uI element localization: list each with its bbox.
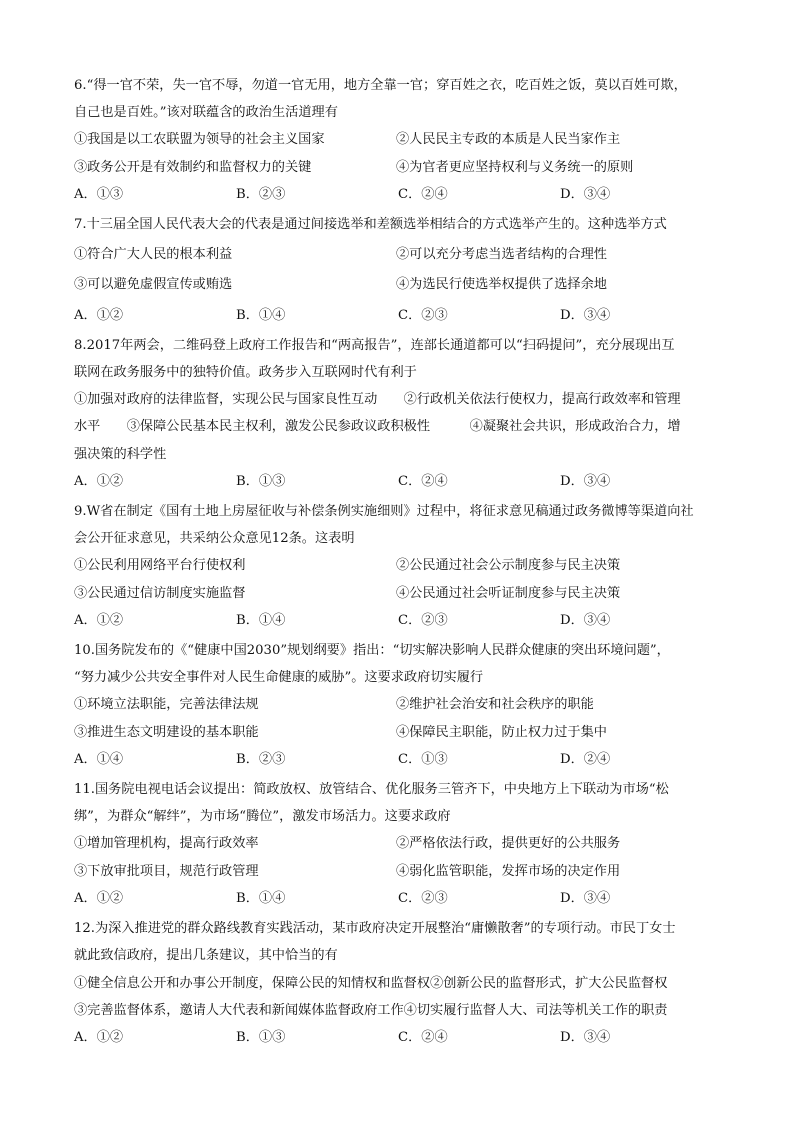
answer-choices	[74, 885, 734, 912]
question-8	[74, 332, 734, 495]
answer-a: A．①②	[74, 890, 124, 906]
option-2: ②维护社会治安和社会秩序的职能	[396, 697, 594, 713]
question-10	[74, 637, 734, 773]
question-stem-line: 12.为深入推进党的群众路线教育实践活动，某市政府决定开展整治“庸懒散奢”的专项行动。市民丁女士	[74, 921, 676, 937]
answer-d: D．③④	[560, 1029, 611, 1045]
answer-a: A．①②	[74, 307, 124, 323]
question-stem-line: 绑”，为群众“解绊”，为市场“腾位”，激发市场活力。这要求政府	[74, 809, 451, 825]
option-row	[74, 858, 734, 885]
question-stem-line: 自己也是百姓。”该对联蕴含的政治生活道理有	[74, 105, 338, 121]
answer-c: C．②④	[398, 186, 448, 202]
option-row	[74, 580, 734, 607]
question-12	[74, 915, 734, 1051]
options-line: 强决策的科学性	[74, 446, 167, 462]
question-stem-line: 11.国务院电视电话会议提出：简政放权、放管结合、优化服务三管齐下，中央地方上下联动为市场“松	[74, 782, 669, 798]
answer-choices	[74, 607, 734, 634]
question-stem-line: 6.“得一官不荣，失一官不辱，勿道一官无用，地方全靠一官；穿百姓之衣，吃百姓之饭，莫以百姓可欺，	[74, 78, 687, 93]
option-4: ④为官者更应坚持权利与义务统一的原则	[396, 159, 634, 175]
question-6	[74, 72, 734, 208]
answer-b: B．①④	[236, 890, 286, 906]
options-line: ①加强对政府的法律监督，实现公民与国家良性互动 ②行政机关依法行使权力，提高行政效率和管理	[74, 392, 681, 408]
option-4: ④为选民行使选举权提供了选择余地	[396, 277, 607, 293]
options-line: ①健全信息公开和办事公开制度，保障公民的知情权和监督权②创新公民的监督形式，扩大公民监督权	[74, 975, 668, 991]
question-stem-line: 联网在政务服务中的独特价值。政务步入互联网时代有利于	[74, 365, 417, 381]
answer-d: D．③④	[560, 612, 611, 628]
answer-c: C．②③	[398, 612, 448, 628]
answer-choices	[74, 746, 734, 773]
answer-c: C．②③	[398, 890, 448, 906]
options-line: ③完善监督体系，邀请人大代表和新闻媒体监督政府工作④切实履行监督人大、司法等机关工作的职责	[74, 1002, 668, 1018]
answer-c: C．②④	[398, 473, 448, 489]
option-4: ④保障民主职能，防止权力过于集中	[396, 724, 607, 740]
question-stem-line: 10.国务院发布的《“健康中国2030”规划纲要》指出：“切实解决影响人民群众健康的突出环境问题”，	[74, 643, 670, 659]
answer-c: C．①③	[398, 751, 448, 767]
answer-b: B．①③	[236, 1029, 286, 1045]
answer-choices	[74, 181, 734, 208]
option-3: ③政务公开是有效制约和监督权力的关键	[74, 159, 312, 175]
answer-d: D．③④	[560, 890, 611, 906]
option-row	[74, 126, 734, 153]
question-stem-line: 会公开征求意见，共采纳公众意见12条。这表明	[74, 531, 355, 547]
option-2: ②可以充分考虑当选者结构的合理性	[396, 247, 607, 263]
answer-choices	[74, 468, 734, 495]
option-1: ①增加管理机构，提高行政效率	[74, 836, 259, 852]
answer-d: D．③④	[560, 473, 611, 489]
answer-choices	[74, 1024, 734, 1051]
option-row	[74, 271, 734, 298]
option-row	[74, 154, 734, 181]
option-4: ④公民通过社会听证制度参与民主决策	[396, 585, 621, 601]
option-row	[74, 691, 734, 718]
answer-d: D．③④	[560, 307, 611, 323]
option-3: ③下放审批项目，规范行政管理	[74, 863, 259, 879]
answer-a: A．①②	[74, 1029, 124, 1045]
answer-d: D．②④	[560, 751, 611, 767]
option-2: ②严格依法行政，提供更好的公共服务	[396, 836, 621, 852]
question-stem-line: 7.十三届全国人民代表大会的代表是通过间接选举和差额选举相结合的方式选举产生的。这种选举方式	[74, 217, 667, 233]
answer-b: B．①④	[236, 307, 286, 323]
question-7	[74, 211, 734, 329]
answer-c: C．②④	[398, 1029, 448, 1045]
option-4: ④弱化监管职能，发挥市场的决定作用	[396, 863, 621, 879]
option-3: ③可以避免虚假宣传或贿选	[74, 277, 233, 293]
option-row	[74, 830, 734, 857]
answer-b: B．②③	[236, 751, 286, 767]
question-stem-line: 9.W省在制定《国有土地上房屋征收与补偿条例实施细则》过程中，将征求意见稿通过政务微博等渠道向社	[74, 504, 694, 520]
option-row	[74, 719, 734, 746]
option-2: ②人民民主专政的本质是人民当家作主	[396, 132, 621, 148]
answer-b: B．②③	[236, 186, 286, 202]
options-line: 水平 ③保障公民基本民主权利，激发公民参政议政积极性 ④凝聚社会共识，形成政治合力，增	[74, 419, 681, 435]
answer-d: D．③④	[560, 186, 611, 202]
answer-choices	[74, 302, 734, 329]
answer-b: B．①④	[236, 612, 286, 628]
answer-a: A．①③	[74, 186, 124, 202]
option-row	[74, 552, 734, 579]
exam-page	[74, 72, 734, 1051]
question-11	[74, 776, 734, 912]
question-stem-line: 就此致信政府，提出几条建议，其中恰当的有	[74, 948, 338, 964]
question-stem-line: 8.2017年两会，二维码登上政府工作报告和“两高报告”，连部长通道都可以“扫码提问”，充分展现出互	[74, 337, 675, 353]
option-3: ③公民通过信访制度实施监督	[74, 585, 246, 601]
option-2: ②公民通过社会公示制度参与民主决策	[396, 558, 621, 574]
answer-a: A．①④	[74, 751, 124, 767]
option-1: ①符合广大人民的根本利益	[74, 247, 233, 263]
question-9	[74, 498, 734, 634]
answer-a: A．①②	[74, 612, 124, 628]
question-stem-line: “努力减少公共安全事件对人民生命健康的威胁”。这要求政府切实履行	[74, 670, 484, 686]
answer-a: A．①②	[74, 473, 124, 489]
option-row	[74, 241, 734, 268]
answer-b: B．①③	[236, 473, 286, 489]
answer-c: C．②③	[398, 307, 448, 323]
option-3: ③推进生态文明建设的基本职能	[74, 724, 259, 740]
option-1: ①我国是以工农联盟为领导的社会主义国家	[74, 132, 325, 148]
option-1: ①公民利用网络平台行使权利	[74, 558, 246, 574]
option-1: ①环境立法职能，完善法律法规	[74, 697, 259, 713]
